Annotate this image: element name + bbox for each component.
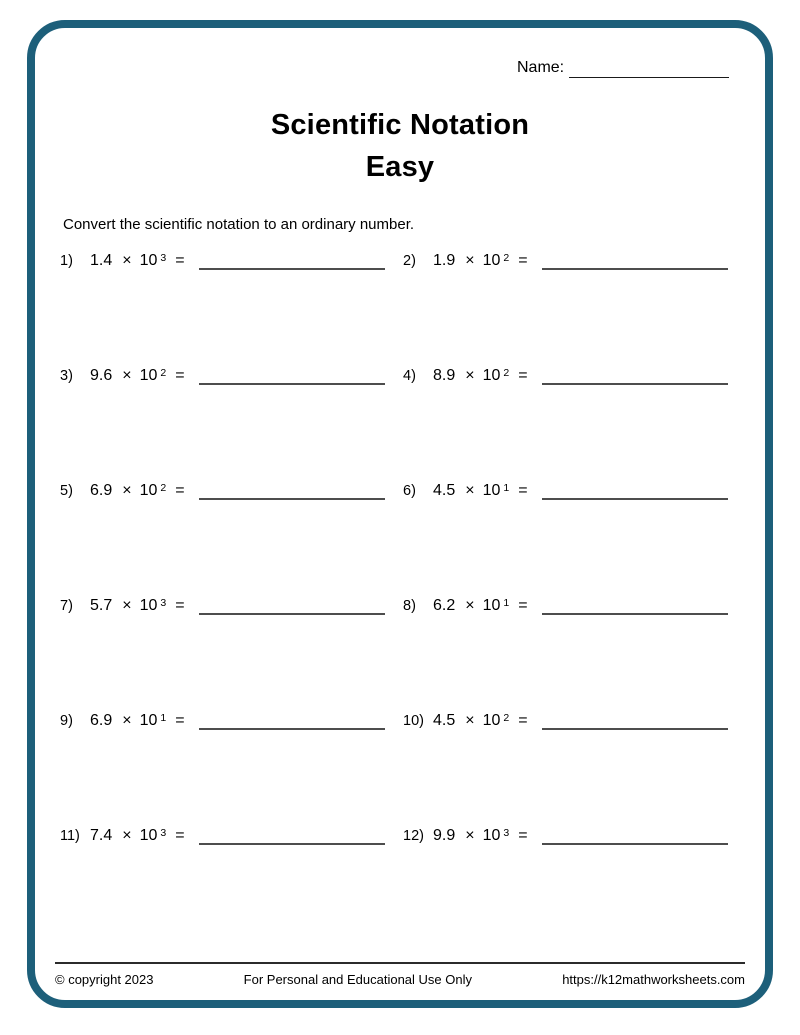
equals-sign: = <box>518 827 528 844</box>
base-ten: 10 <box>482 252 501 269</box>
answer-blank-line[interactable] <box>199 821 385 845</box>
equals-sign: = <box>518 252 528 269</box>
problem-expression <box>90 252 185 270</box>
problem-number: 8) <box>403 598 416 614</box>
base-ten: 10 <box>482 597 501 614</box>
problem-item <box>60 819 385 845</box>
equals-sign: = <box>175 712 185 729</box>
base-ten: 10 <box>139 827 158 844</box>
problem-expression <box>433 712 528 730</box>
problem-expression <box>90 597 185 615</box>
equals-sign: = <box>175 367 185 384</box>
problem-number: 2) <box>403 253 416 269</box>
problem-number: 6) <box>403 483 416 499</box>
answer-blank-line[interactable] <box>542 821 728 845</box>
title-line-2: Easy <box>365 151 435 183</box>
answer-blank-line[interactable] <box>542 246 728 270</box>
exponent: 1 <box>503 481 510 494</box>
problem-item <box>403 704 728 730</box>
problem-number: 9) <box>60 713 73 729</box>
coefficient: 4.5 <box>433 482 456 499</box>
base-ten: 10 <box>139 597 158 614</box>
problem-number: 4) <box>403 368 416 384</box>
copyright-text: © copyright 2023 <box>55 972 154 987</box>
problem-number: 5) <box>60 483 73 499</box>
problem-number: 10) <box>403 713 424 729</box>
worksheet-title <box>0 104 800 188</box>
problem-item <box>403 819 728 845</box>
exponent: 3 <box>160 826 167 839</box>
multiply-sign: × <box>122 712 132 729</box>
answer-blank-line[interactable] <box>542 706 728 730</box>
exponent: 2 <box>503 251 510 264</box>
coefficient: 5.7 <box>90 597 113 614</box>
coefficient: 6.9 <box>90 712 113 729</box>
problem-item <box>60 474 385 500</box>
base-ten: 10 <box>482 712 501 729</box>
coefficient: 4.5 <box>433 712 456 729</box>
website-url: https://k12mathworksheets.com <box>562 972 745 987</box>
multiply-sign: × <box>122 252 132 269</box>
problem-item <box>403 359 728 385</box>
answer-blank-line[interactable] <box>199 246 385 270</box>
multiply-sign: × <box>465 712 475 729</box>
answer-blank-line[interactable] <box>199 591 385 615</box>
coefficient: 8.9 <box>433 367 456 384</box>
equals-sign: = <box>518 597 528 614</box>
name-blank-line[interactable] <box>569 58 729 78</box>
problem-number: 1) <box>60 253 73 269</box>
problem-expression <box>90 712 185 730</box>
problem-expression <box>90 827 185 845</box>
multiply-sign: × <box>465 827 475 844</box>
problems-grid <box>60 244 728 934</box>
exponent: 2 <box>503 366 510 379</box>
usage-text: For Personal and Educational Use Only <box>243 972 473 987</box>
coefficient: 1.4 <box>90 252 113 269</box>
answer-blank-line[interactable] <box>199 361 385 385</box>
multiply-sign: × <box>465 482 475 499</box>
answer-blank-line[interactable] <box>199 706 385 730</box>
problem-item <box>403 244 728 270</box>
coefficient: 9.9 <box>433 827 456 844</box>
equals-sign: = <box>175 252 185 269</box>
coefficient: 7.4 <box>90 827 113 844</box>
answer-blank-line[interactable] <box>542 361 728 385</box>
exponent: 1 <box>503 596 510 609</box>
answer-blank-line[interactable] <box>542 476 728 500</box>
problem-number: 11) <box>60 828 80 844</box>
problem-expression <box>433 597 528 615</box>
equals-sign: = <box>175 827 185 844</box>
coefficient: 6.9 <box>90 482 113 499</box>
multiply-sign: × <box>465 252 475 269</box>
coefficient: 1.9 <box>433 252 456 269</box>
problem-expression <box>90 367 185 385</box>
coefficient: 6.2 <box>433 597 456 614</box>
multiply-sign: × <box>465 597 475 614</box>
problem-item <box>60 589 385 615</box>
exponent: 3 <box>503 826 510 839</box>
base-ten: 10 <box>482 367 501 384</box>
problem-item <box>60 359 385 385</box>
base-ten: 10 <box>482 482 501 499</box>
problem-item <box>60 704 385 730</box>
footer <box>55 972 745 987</box>
equals-sign: = <box>175 597 185 614</box>
base-ten: 10 <box>139 252 158 269</box>
exponent: 3 <box>160 596 167 609</box>
name-label: Name: <box>517 59 565 76</box>
exponent: 2 <box>503 711 510 724</box>
problem-expression <box>433 367 528 385</box>
coefficient: 9.6 <box>90 367 113 384</box>
problem-expression <box>90 482 185 500</box>
problem-number: 3) <box>60 368 73 384</box>
answer-blank-line[interactable] <box>542 591 728 615</box>
exponent: 2 <box>160 481 167 494</box>
multiply-sign: × <box>122 367 132 384</box>
problem-number: 12) <box>403 828 424 844</box>
problem-expression <box>433 482 528 500</box>
base-ten: 10 <box>139 367 158 384</box>
exponent: 1 <box>160 711 167 724</box>
equals-sign: = <box>518 367 528 384</box>
problem-item <box>403 589 728 615</box>
equals-sign: = <box>175 482 185 499</box>
name-field-row <box>517 58 729 78</box>
multiply-sign: × <box>122 597 132 614</box>
multiply-sign: × <box>465 367 475 384</box>
base-ten: 10 <box>139 712 158 729</box>
problem-expression <box>433 252 528 270</box>
multiply-sign: × <box>122 827 132 844</box>
title-line-1: Scientific Notation <box>270 109 530 141</box>
answer-blank-line[interactable] <box>199 476 385 500</box>
base-ten: 10 <box>139 482 158 499</box>
base-ten: 10 <box>482 827 501 844</box>
exponent: 2 <box>160 366 167 379</box>
instruction-text: Convert the scientific notation to an ordinary number. <box>63 216 415 233</box>
multiply-sign: × <box>122 482 132 499</box>
exponent: 3 <box>160 251 167 264</box>
problem-expression <box>433 827 528 845</box>
equals-sign: = <box>518 482 528 499</box>
equals-sign: = <box>518 712 528 729</box>
footer-divider <box>55 962 745 964</box>
problem-item <box>60 244 385 270</box>
problem-item <box>403 474 728 500</box>
problem-number: 7) <box>60 598 73 614</box>
